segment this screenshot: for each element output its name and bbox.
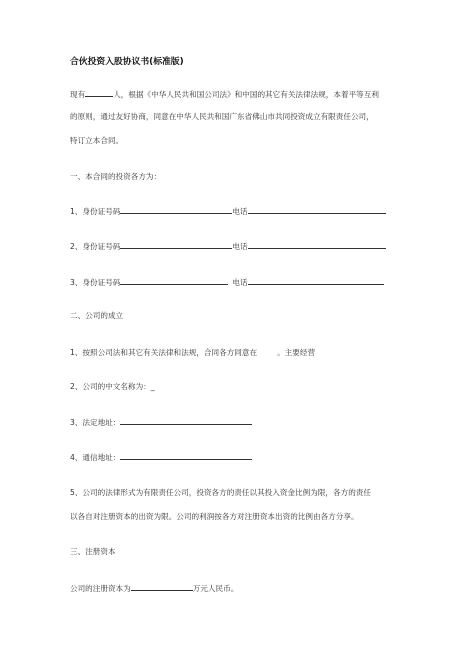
phone-label: 电话: [232, 242, 248, 251]
id-number-blank: [120, 240, 232, 249]
phone-blank: [248, 276, 384, 285]
intro-line-1-prefix: 现有: [70, 90, 86, 99]
id-number-label: 身份证号码: [82, 278, 121, 287]
capital-blank: [131, 582, 193, 591]
party-row-3: [70, 276, 384, 288]
party-number: 1、: [70, 207, 83, 216]
party-number: 3、: [70, 278, 83, 287]
party-number: 2、: [70, 242, 83, 251]
intro-line-1-text: 人，根据《中华人民共和国公司法》和中国的其它有关法律法规，本着平等互利: [113, 90, 379, 99]
id-number-label: 身份证号码: [82, 242, 121, 251]
legal-address-blank: [120, 416, 252, 425]
phone-blank: [248, 240, 386, 249]
phone-blank: [248, 205, 386, 214]
mailing-address-blank: [120, 451, 252, 460]
section-2-item-2: 2、公司的中文名称为：_: [70, 382, 155, 391]
phone-label: 电话: [232, 207, 248, 216]
registered-capital-line: [70, 582, 238, 594]
item-1-text: 1、按照公司法和其它有关法律和法规，合同各方同意在: [70, 348, 258, 357]
party-row-2: [70, 240, 386, 252]
intro-line-1: [70, 88, 379, 100]
intro-line-3: 特订立本合同。: [70, 136, 124, 145]
intro-line-2: 的原则，通过友好协商，同意在中华人民共和国广东省佛山市共同投资成立有限责任公司，: [70, 112, 374, 121]
parties-count-blank: [85, 88, 113, 97]
document-title: 合伙投资入股协议书(标准版): [70, 57, 184, 67]
section-3-heading: 三、注册资本: [70, 547, 116, 556]
item-1-suffix: 。主要经营: [277, 348, 316, 357]
section-2-item-5-line-1: 5、公司的法律形式为有限责任公司，投资各方的责任以其投入资金比例为限，各方的责任: [70, 488, 371, 497]
party-row-1: [70, 205, 386, 217]
section-2-item-1: [70, 348, 315, 358]
mailing-address-label: 4、通信地址：: [70, 453, 121, 462]
section-2-heading: 二、公司的成立: [70, 311, 124, 320]
legal-address-label: 3、法定地址：: [70, 418, 121, 427]
id-number-blank: [120, 205, 232, 214]
section-1-heading: 一、本合同的投资各方为：: [70, 172, 162, 181]
id-number-blank: [120, 276, 228, 285]
phone-label: 电话: [232, 278, 248, 287]
capital-label: 公司的注册资本为: [70, 584, 131, 593]
section-2-item-3: [70, 416, 252, 428]
id-number-label: 身份证号码: [82, 207, 121, 216]
section-2-item-5-line-2: 以各自对注册资本的出资为限。公司的利润按各方对注册资本出资的比例由各方分享。: [70, 512, 359, 521]
section-2-item-4: [70, 451, 252, 463]
capital-unit: 万元人民币。: [192, 584, 239, 593]
